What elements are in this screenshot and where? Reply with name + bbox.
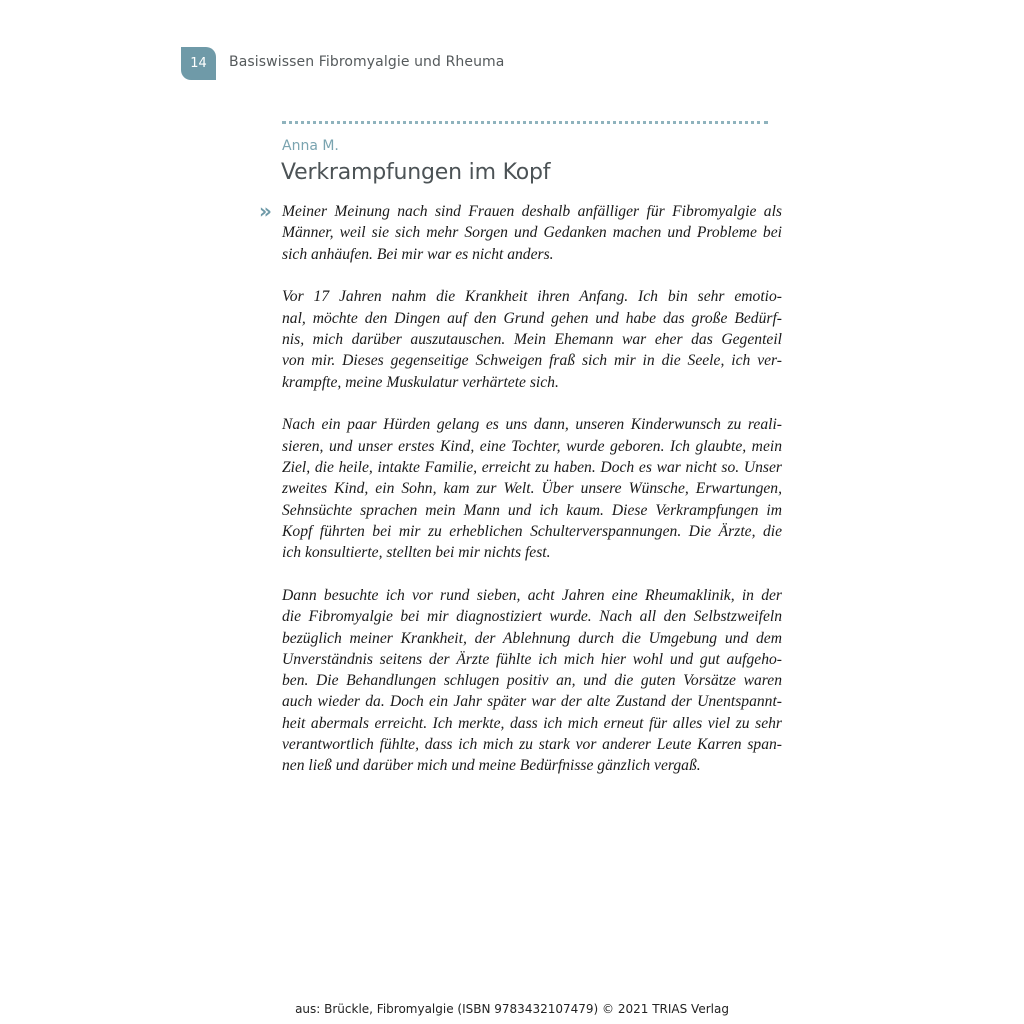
- text-line: heit abermals erreicht. Ich merkte, dass ich mich erneut für alles viel zu sehr: [282, 714, 782, 732]
- text-line: Ziel, die heile, intakte Familie, erreicht zu haben. Doch es war nicht so. Unser: [282, 458, 782, 476]
- text-line: nen ließ und darüber mich und meine Bedürfnisse gänzlich vergaß.: [282, 757, 701, 775]
- story-body: [282, 201, 782, 798]
- body-paragraph: [282, 201, 782, 265]
- story-title: Verkrampfungen im Kopf: [281, 160, 551, 185]
- text-line: verantwortlich fühlte, dass ich mich zu stark vor anderer Leute Karren span-: [282, 736, 782, 754]
- text-line: bezüglich meiner Krankheit, der Ablehnung durch die Umgebung und dem: [282, 629, 782, 647]
- source-credit: aus: Brückle, Fibromyalgie (ISBN 9783432107479) © 2021 TRIAS Verlag: [295, 1002, 729, 1016]
- text-line: sieren, und unser erstes Kind, eine Tochter, wurde geboren. Ich glaubte, mein: [282, 437, 782, 455]
- story-author: Anna M.: [282, 138, 339, 154]
- running-header-title: Basiswissen Fibromyalgie und Rheuma: [229, 54, 505, 70]
- text-line: krampfte, meine Muskulatur verhärtete sich.: [282, 373, 559, 391]
- text-line: Unverständnis seitens der Ärzte fühlte ich mich hier wohl und gut aufgeho-: [282, 650, 782, 668]
- text-line: ben. Die Behandlungen schlugen positiv an, und die guten Vorsätze waren: [282, 672, 782, 690]
- text-line: Kopf führten bei mir zu erheblichen Schulterverspannungen. Die Ärzte, die: [282, 522, 782, 540]
- text-line: ich konsultierte, stellten bei mir nichts fest.: [282, 544, 551, 562]
- text-line: Nach ein paar Hürden gelang es uns dann, unseren Kinderwunsch zu reali-: [282, 416, 782, 434]
- text-line: von mir. Dieses gegenseitige Schweigen fraß sich mir in die Seele, ich ver-: [282, 352, 782, 370]
- text-line: nis, mich darüber auszutauschen. Mein Ehemann war eher das Gegenteil: [282, 330, 782, 348]
- text-line: zweites Kind, ein Sohn, kam zur Welt. Über unsere Wünsche, Erwartungen,: [282, 480, 782, 498]
- body-paragraph: [282, 286, 782, 392]
- text-line: auch wieder da. Doch ein Jahr später war der alte Zustand der Unentspannt-: [282, 693, 782, 711]
- text-line: nal, möchte den Dingen auf den Grund gehen und habe das große Bedürf-: [282, 309, 782, 327]
- dotted-divider: [282, 121, 768, 124]
- text-line: Männer, weil sie sich mehr Sorgen und Gedanken machen und Probleme bei: [282, 224, 782, 242]
- text-line: sich anhäufen. Bei mir war es nicht anders.: [282, 245, 554, 263]
- body-paragraph: [282, 585, 782, 777]
- text-line: Meiner Meinung nach sind Frauen deshalb anfälliger für Fibromyalgie als: [282, 203, 782, 220]
- body-paragraph: [282, 414, 782, 563]
- text-line: Sehnsüchte sprachen mein Mann und ich kaum. Diese Verkrampfungen im: [282, 501, 782, 519]
- quote-chevron-icon: »: [259, 199, 272, 223]
- text-line: Dann besuchte ich vor rund sieben, acht Jahren eine Rheumaklinik, in der: [282, 586, 782, 604]
- text-line: die Fibromyalgie bei mir diagnostiziert wurde. Nach all den Selbstzweifeln: [282, 608, 782, 626]
- text-line: Vor 17 Jahren nahm die Krankheit ihren Anfang. Ich bin sehr emotio-: [282, 288, 782, 306]
- page-number-badge: 14: [181, 47, 216, 80]
